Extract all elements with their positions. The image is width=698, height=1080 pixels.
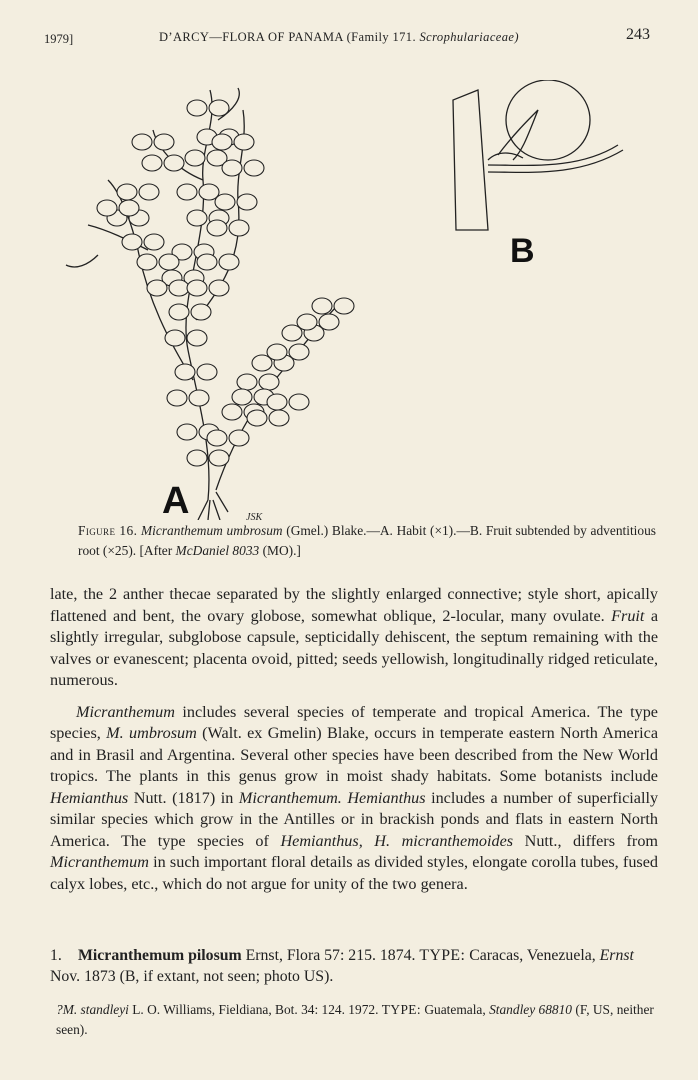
leaf (189, 390, 209, 406)
leaf (169, 280, 189, 296)
leaf (229, 430, 249, 446)
leaf (119, 200, 139, 216)
figure-label-b: B (510, 232, 535, 270)
leaf (154, 134, 174, 150)
leaf (187, 280, 207, 296)
leaf (222, 160, 242, 176)
running-header (44, 26, 650, 48)
figure-16 (58, 80, 648, 520)
leaf (312, 298, 332, 314)
leaf (197, 364, 217, 380)
leaf (232, 389, 252, 405)
leaf (247, 410, 267, 426)
leaf (175, 364, 195, 380)
leaf (259, 374, 279, 390)
leaf (122, 234, 142, 250)
leaf (187, 330, 207, 346)
leaf (97, 200, 117, 216)
leaf (147, 280, 167, 296)
botanical-illustration (58, 80, 648, 520)
leaf (229, 220, 249, 236)
species-number: 1. (50, 947, 62, 964)
running-head: D’ARCY—FLORA OF PANAMA (Family 171. Scrophulariaceae) (159, 30, 519, 44)
leaf (269, 410, 289, 426)
leaf (169, 304, 189, 320)
paragraph-genus-notes: Micranthemum includes several species of temperate and tropical America. The type species, M. umbrosum (Walt. ex Gmelin) Blake, occurs in temperate eastern North America and in Brasil and Argentina. Several other species have been described from the New World tropics. The plants in this genus grow in moist shady habitats. Some botanists include Hemianthus Nutt. (1817) in Micranthemum. Hemianthus includes a number of superficially similar species which grow in the Antilles or in brackish ponds and flats in eastern North America. The type species of Hemianthus, H. micranthemoides Nutt., differs from Micranthemum in such important floral details as divided styles, elongate corolla tubes, fused calyx lobes, etc., which do not argue for unity of the two genera. (50, 702, 659, 893)
leaf (187, 210, 207, 226)
leaf (267, 394, 287, 410)
species-entry: 1. Micranthemum pilosum Ernst, Flora 57: 215. 1874. TYPE: Caracas, Venezuela, Ernst Nov. 1873 (B, if extant, not seen; photo US). (50, 947, 634, 985)
leaf (212, 134, 232, 150)
leaf (215, 194, 235, 210)
species-name: Micranthemum pilosum (78, 947, 242, 964)
leaf (222, 404, 242, 420)
leaf (142, 155, 162, 171)
page-number: 243 (626, 26, 650, 43)
leaf (144, 234, 164, 250)
synonym-entry: ?M. standleyi L. O. Williams, Fieldiana, Bot. 34: 124. 1972. TYPE: Guatemala, Standley 68810 (F, US, neither seen). (56, 1002, 654, 1037)
leaf (165, 330, 185, 346)
artist-mark: JSK (246, 512, 263, 520)
leaf (185, 150, 205, 166)
leaf (334, 298, 354, 314)
leaf (187, 450, 207, 466)
leaf (267, 344, 287, 360)
paragraph-description: late, the 2 anther thecae separated by the slightly enlarged connective; style short, apically flattened and bent, the ovary globose, somewhat oblique, 2-locular, many ovulate. Fruit a slightly irregular, subglobose capsule, septicidally dehiscent, the septum remaining with the valves or evanescent; placenta ovoid, pitted; seeds yellowish, longitudinally ridged reticulate, numerous. (50, 585, 658, 689)
leaf (167, 390, 187, 406)
leaf (139, 184, 159, 200)
leaf (319, 314, 339, 330)
leaf (207, 430, 227, 446)
leaf (197, 254, 217, 270)
figure-caption: Figure 16. Micranthemum umbrosum (Gmel.) Blake.—A. Habit (×1).—B. Fruit subtended by adventitious root (×25). [After McDaniel 8033 (MO).] (78, 523, 656, 558)
leaf (209, 450, 229, 466)
leaf (187, 100, 207, 116)
leaf (289, 394, 309, 410)
leaf (219, 254, 239, 270)
leaf (237, 374, 257, 390)
leaf (159, 254, 179, 270)
leaf (234, 134, 254, 150)
leaf (244, 160, 264, 176)
figure-label-a: A (162, 480, 190, 520)
leaf (237, 194, 257, 210)
leaf (207, 220, 227, 236)
leaf (117, 184, 137, 200)
body-text (50, 584, 658, 905)
leaf (177, 184, 197, 200)
leaf (297, 314, 317, 330)
leaf (137, 254, 157, 270)
leaf (164, 155, 184, 171)
header-year: 1979] (44, 32, 74, 46)
synonym-name: ?M. standleyi (56, 1002, 129, 1017)
leaf (177, 424, 197, 440)
leaf (132, 134, 152, 150)
leaf (209, 280, 229, 296)
leaf (191, 304, 211, 320)
leaf (289, 344, 309, 360)
leaf (209, 100, 229, 116)
